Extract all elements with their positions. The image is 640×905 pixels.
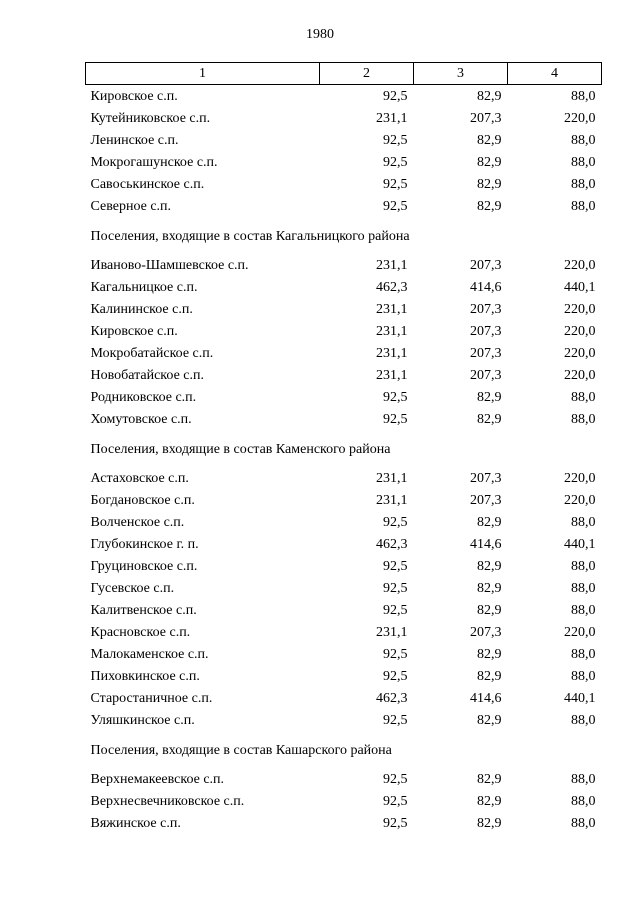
value-cell-col3: 82,9 (477, 514, 502, 530)
value-cell-col4: 88,0 (571, 514, 596, 530)
table-row (86, 298, 602, 320)
value-cell-col2: 92,5 (383, 771, 408, 787)
value-cell-col4: 220,0 (564, 110, 596, 126)
value-cell-col3: 82,9 (477, 389, 502, 405)
settlement-name-cell: Савоськинское с.п. (90, 176, 205, 192)
value-cell-col4: 88,0 (571, 668, 596, 684)
settlement-name-cell: Груциновское с.п. (90, 558, 198, 574)
value-cell-col4: 220,0 (564, 367, 596, 383)
value-cell-col3: 414,6 (470, 279, 502, 295)
section-title: Поселения, входящие в состав Каменского района (90, 441, 391, 457)
settlement-name-cell: Малокаменское с.п. (90, 646, 209, 662)
value-cell-col3: 207,3 (470, 492, 502, 508)
value-cell-col3: 82,9 (477, 176, 502, 192)
settlement-name-cell: Красновское с.п. (90, 624, 191, 640)
column-header-2: 2 (320, 63, 414, 85)
settlement-name-cell: Астаховское с.п. (90, 470, 189, 486)
settlement-name-cell: Северное с.п. (90, 198, 172, 214)
value-cell-col4: 220,0 (564, 492, 596, 508)
settlement-name-cell: Иваново-Шамшевское с.п. (90, 257, 249, 273)
value-cell-col2: 92,5 (383, 668, 408, 684)
value-cell-col4: 88,0 (571, 771, 596, 787)
value-cell-col4: 88,0 (571, 389, 596, 405)
value-cell-col4: 220,0 (564, 624, 596, 640)
value-cell-col3: 82,9 (477, 580, 502, 596)
settlement-name-cell: Волченское с.п. (90, 514, 185, 530)
settlement-name-cell: Верхнесвечниковское с.п. (90, 793, 245, 809)
settlement-name-cell: Новобатайское с.п. (90, 367, 204, 383)
value-cell-col3: 207,3 (470, 323, 502, 339)
value-cell-col3: 207,3 (470, 345, 502, 361)
table-body (86, 85, 602, 835)
value-cell-col3: 82,9 (477, 88, 502, 104)
value-cell-col2: 92,5 (383, 389, 408, 405)
table-row (86, 386, 602, 408)
table-row (86, 768, 602, 790)
table-row (86, 342, 602, 364)
value-cell-col4: 88,0 (571, 580, 596, 596)
table-row (86, 812, 602, 834)
value-cell-col4: 88,0 (571, 793, 596, 809)
settlement-name-cell: Старостаничное с.п. (90, 690, 213, 706)
value-cell-col3: 82,9 (477, 646, 502, 662)
value-cell-col2: 231,1 (376, 624, 408, 640)
table-row (86, 621, 602, 643)
value-cell-col3: 414,6 (470, 690, 502, 706)
value-cell-col4: 88,0 (571, 198, 596, 214)
section-title: Поселения, входящие в состав Кагальницкого района (90, 228, 410, 244)
value-cell-col4: 88,0 (571, 132, 596, 148)
value-cell-col2: 92,5 (383, 558, 408, 574)
value-cell-col2: 92,5 (383, 176, 408, 192)
value-cell-col2: 92,5 (383, 154, 408, 170)
settlement-name-cell: Кировское с.п. (90, 323, 178, 339)
settlement-name-cell: Пиховкинское с.п. (90, 668, 200, 684)
settlement-name-cell: Вяжинское с.п. (90, 815, 181, 831)
table-row (86, 599, 602, 621)
value-cell-col3: 82,9 (477, 411, 502, 427)
value-cell-col2: 231,1 (376, 492, 408, 508)
table-row (86, 533, 602, 555)
table-row (86, 254, 602, 276)
value-cell-col2: 231,1 (376, 367, 408, 383)
table-row (86, 577, 602, 599)
table-row (86, 555, 602, 577)
value-cell-col2: 92,5 (383, 88, 408, 104)
table-row (86, 687, 602, 709)
value-cell-col3: 207,3 (470, 624, 502, 640)
value-cell-col2: 92,5 (383, 712, 408, 728)
value-cell-col4: 440,1 (564, 279, 596, 295)
value-cell-col3: 207,3 (470, 367, 502, 383)
value-cell-col3: 207,3 (470, 257, 502, 273)
value-cell-col3: 82,9 (477, 668, 502, 684)
value-cell-col4: 88,0 (571, 154, 596, 170)
settlement-name-cell: Богдановское с.п. (90, 492, 195, 508)
value-cell-col3: 414,6 (470, 536, 502, 552)
settlement-name-cell: Ленинское с.п. (90, 132, 179, 148)
value-cell-col4: 440,1 (564, 690, 596, 706)
value-cell-col2: 92,5 (383, 646, 408, 662)
value-cell-col2: 92,5 (383, 198, 408, 214)
data-table (85, 62, 602, 834)
table-row (86, 129, 602, 151)
table-row (86, 173, 602, 195)
settlement-name-cell: Хомутовское с.п. (90, 411, 192, 427)
table-row (86, 151, 602, 173)
section-title: Поселения, входящие в состав Кашарского района (90, 742, 392, 758)
value-cell-col2: 231,1 (376, 323, 408, 339)
value-cell-col4: 88,0 (571, 646, 596, 662)
value-cell-col4: 88,0 (571, 815, 596, 831)
value-cell-col3: 82,9 (477, 712, 502, 728)
value-cell-col4: 88,0 (571, 88, 596, 104)
settlement-name-cell: Верхнемакеевское с.п. (90, 771, 225, 787)
settlement-name-cell: Кировское с.п. (90, 88, 178, 104)
table-row (86, 320, 602, 342)
value-cell-col2: 231,1 (376, 470, 408, 486)
table-row (86, 643, 602, 665)
value-cell-col4: 88,0 (571, 602, 596, 618)
value-cell-col4: 88,0 (571, 411, 596, 427)
table-header (86, 63, 602, 85)
value-cell-col3: 207,3 (470, 301, 502, 317)
header-row (86, 63, 602, 85)
table-row (86, 408, 602, 430)
value-cell-col2: 92,5 (383, 602, 408, 618)
value-cell-col3: 82,9 (477, 815, 502, 831)
value-cell-col4: 220,0 (564, 301, 596, 317)
value-cell-col2: 92,5 (383, 815, 408, 831)
settlement-name-cell: Родниковское с.п. (90, 389, 197, 405)
page-number: 1980 (306, 27, 334, 42)
value-cell-col3: 207,3 (470, 110, 502, 126)
value-cell-col4: 88,0 (571, 176, 596, 192)
value-cell-col2: 92,5 (383, 580, 408, 596)
value-cell-col4: 88,0 (571, 712, 596, 728)
value-cell-col2: 231,1 (376, 110, 408, 126)
section-header-row (86, 217, 602, 254)
value-cell-col3: 82,9 (477, 793, 502, 809)
settlement-name-cell: Глубокинское г. п. (90, 536, 199, 552)
value-cell-col4: 220,0 (564, 470, 596, 486)
section-header-row (86, 731, 602, 768)
value-cell-col3: 82,9 (477, 132, 502, 148)
table-row (86, 511, 602, 533)
settlement-name-cell: Мокробатайское с.п. (90, 345, 214, 361)
table-row (86, 709, 602, 731)
value-cell-col3: 82,9 (477, 602, 502, 618)
value-cell-col3: 82,9 (477, 558, 502, 574)
value-cell-col2: 92,5 (383, 793, 408, 809)
section-header-row (86, 430, 602, 467)
settlement-name-cell: Калитвенское с.п. (90, 602, 197, 618)
value-cell-col2: 231,1 (376, 257, 408, 273)
table-row (86, 276, 602, 298)
settlement-name-cell: Кагальницкое с.п. (90, 279, 198, 295)
settlement-name-cell: Уляшкинское с.п. (90, 712, 195, 728)
column-header-4: 4 (508, 63, 602, 85)
value-cell-col4: 220,0 (564, 257, 596, 273)
value-cell-col3: 207,3 (470, 470, 502, 486)
value-cell-col3: 82,9 (477, 771, 502, 787)
settlement-name-cell: Гусевское с.п. (90, 580, 175, 596)
settlement-name-cell: Калининское с.п. (90, 301, 193, 317)
table-row (86, 467, 602, 489)
table-row (86, 195, 602, 217)
table-row (86, 665, 602, 687)
value-cell-col2: 92,5 (383, 132, 408, 148)
value-cell-col2: 462,3 (376, 690, 408, 706)
value-cell-col2: 462,3 (376, 536, 408, 552)
settlement-name-cell: Кутейниковское с.п. (90, 110, 211, 126)
table-row (86, 85, 602, 108)
value-cell-col3: 82,9 (477, 198, 502, 214)
column-header-1: 1 (86, 63, 320, 85)
value-cell-col2: 231,1 (376, 301, 408, 317)
value-cell-col4: 220,0 (564, 323, 596, 339)
value-cell-col4: 88,0 (571, 558, 596, 574)
value-cell-col2: 462,3 (376, 279, 408, 295)
column-header-3: 3 (414, 63, 508, 85)
value-cell-col4: 440,1 (564, 536, 596, 552)
value-cell-col2: 92,5 (383, 514, 408, 530)
table-row (86, 364, 602, 386)
table-row (86, 790, 602, 812)
value-cell-col4: 220,0 (564, 345, 596, 361)
settlement-name-cell: Мокрогашунское с.п. (90, 154, 218, 170)
table-row (86, 107, 602, 129)
value-cell-col2: 92,5 (383, 411, 408, 427)
value-cell-col3: 82,9 (477, 154, 502, 170)
value-cell-col2: 231,1 (376, 345, 408, 361)
table-row (86, 489, 602, 511)
